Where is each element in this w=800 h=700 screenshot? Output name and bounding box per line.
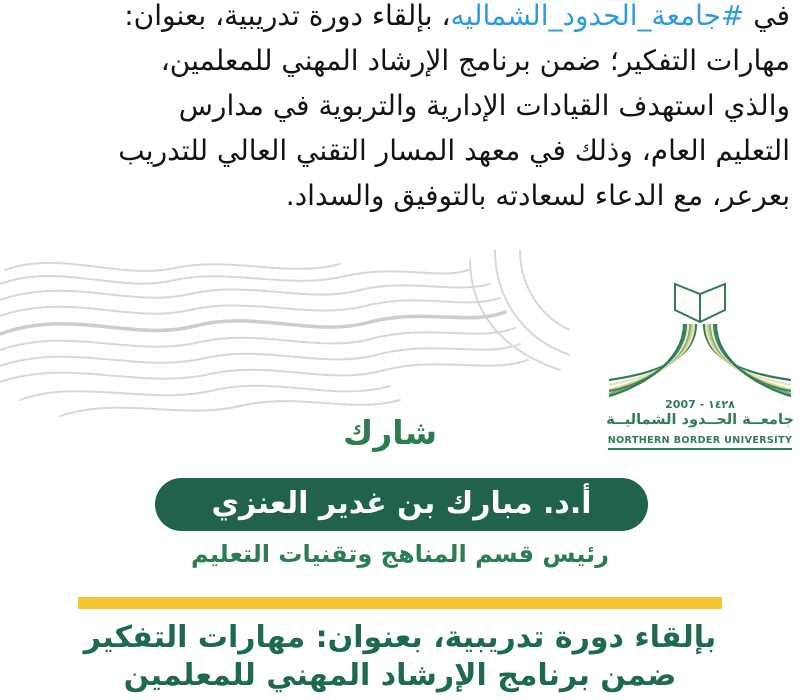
hashtag-link[interactable]: #جامعة_الحدود_الشماليه [450, 0, 745, 32]
contour-pattern-decoration [0, 250, 570, 428]
name-badge-text: أ.د. مبارك بن غدير العنزي [211, 485, 592, 521]
role-title: رئيس قسم المناهج وتقنيات التعليم [191, 540, 609, 568]
tweet-line-3: والذي استهدف القيادات الإدارية والتربوية في مدارس [178, 89, 790, 122]
open-book-icon [607, 276, 793, 398]
logo-years: 2007 - ١٤٢٨ [665, 398, 735, 411]
tweet-text [6, 0, 790, 218]
participated-label: شارك [342, 413, 438, 452]
yellow-divider [78, 597, 722, 609]
tweet-line-2: مهارات التفكير؛ ضمن برنامج الإرشاد المهني للمعلمين، [160, 44, 790, 77]
event-title-line1: بإلقاء دورة تدريبية، بعنوان: مهارات التفكير [83, 620, 717, 655]
tweet-line-5: بعرعر، مع الدعاء لسعادته بالتوفيق والسداد. [285, 179, 790, 212]
attachment-image[interactable] [0, 228, 800, 700]
tweet-line-1-suffix: ، بإلقاء دورة تدريبية، بعنوان: [124, 0, 451, 32]
tweet-line-1-prefix: في [744, 0, 790, 32]
tweet-line-1 [6, 0, 790, 38]
tweet-line-4: التعليم العام، وذلك في معهد المسار التقني العالي للتدريب [118, 134, 790, 167]
logo-name-english: NORTHERN BORDER UNIVERSITY [608, 435, 793, 450]
name-badge [155, 478, 648, 531]
logo-name-arabic: جامعــة الحــدود الشماليــة [606, 412, 794, 428]
event-title-line2: ضمن برنامج الإرشاد المهني للمعلمين [123, 658, 677, 693]
